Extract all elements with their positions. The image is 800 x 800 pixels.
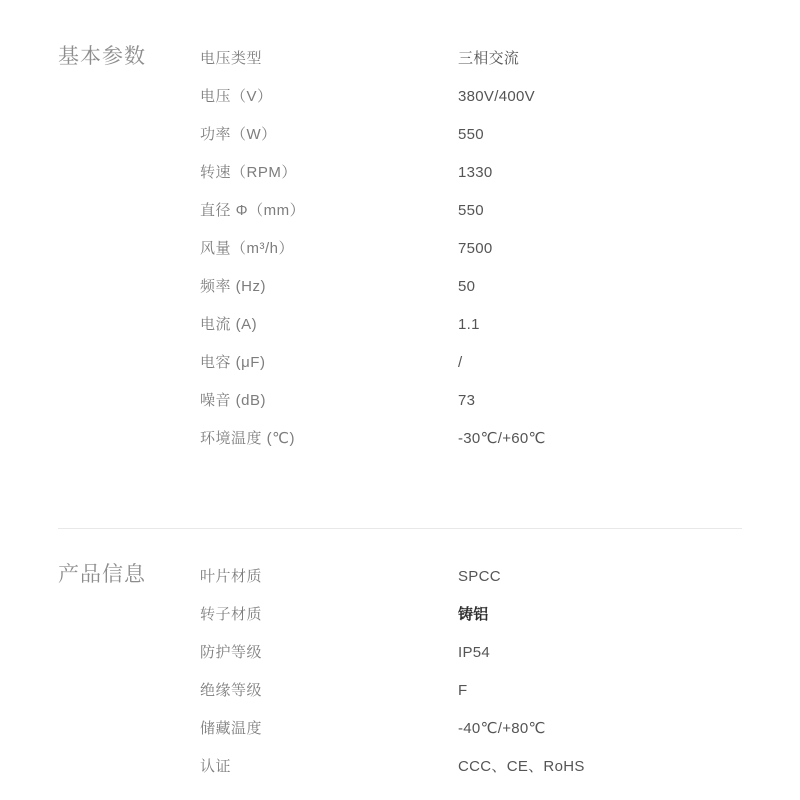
table-row	[200, 200, 800, 238]
spec-label: 绝缘等级	[200, 682, 263, 699]
table-row	[200, 238, 800, 276]
spec-value: 铸铝	[458, 606, 489, 623]
table-row	[200, 428, 800, 466]
spec-value: 50	[458, 278, 476, 295]
spec-label: 电流 (A)	[200, 316, 258, 333]
spec-value: 73	[458, 392, 476, 409]
spec-value: SPCC	[458, 568, 501, 585]
table-row	[200, 604, 800, 642]
spec-label: 转子材质	[200, 606, 263, 623]
spec-label: 电容 (μF)	[200, 354, 266, 371]
spec-label: 认证	[200, 758, 232, 775]
table-row	[200, 390, 800, 428]
table-row	[200, 162, 800, 200]
spec-value: F	[458, 682, 468, 699]
spec-value: 550	[458, 126, 484, 143]
table-row	[200, 680, 800, 718]
table-row	[200, 276, 800, 314]
table-row	[200, 352, 800, 390]
spec-label: 频率 (Hz)	[200, 278, 266, 295]
spec-value: 1.1	[458, 316, 480, 333]
spec-value: 380V/400V	[458, 88, 535, 105]
spec-label: 电压（V）	[200, 88, 273, 105]
spec-value: CCC、CE、RoHS	[458, 758, 585, 775]
spec-value: -30℃/+60℃	[458, 430, 546, 447]
section-title-product-information: 产品信息	[58, 563, 146, 586]
spec-label: 储藏温度	[200, 720, 263, 737]
table-row	[200, 642, 800, 680]
spec-value: 三相交流	[458, 50, 520, 67]
section-divider	[58, 528, 742, 529]
spec-table-basic-parameters	[200, 48, 800, 466]
spec-label: 叶片材质	[200, 568, 263, 585]
spec-value: IP54	[458, 644, 491, 661]
spec-label: 环境温度 (℃)	[200, 430, 296, 447]
table-row	[200, 48, 800, 86]
spec-label: 噪音 (dB)	[200, 392, 267, 409]
spec-value: 1330	[458, 164, 493, 181]
spec-label: 功率（W）	[200, 126, 277, 143]
spec-label: 直径 Φ（mm）	[200, 202, 306, 219]
table-row	[200, 718, 800, 756]
table-row	[200, 124, 800, 162]
spec-value: /	[458, 354, 463, 371]
spec-label: 防护等级	[200, 644, 263, 661]
spec-label: 风量（m³/h）	[200, 240, 295, 257]
table-row	[200, 86, 800, 124]
spec-table-product-information	[200, 566, 800, 794]
spec-label: 电压类型	[200, 50, 263, 67]
spec-value: 7500	[458, 240, 493, 257]
section-title-basic-parameters: 基本参数	[58, 45, 146, 68]
table-row	[200, 566, 800, 604]
table-row	[200, 314, 800, 352]
spec-value: 550	[458, 202, 484, 219]
spec-label: 转速（RPM）	[200, 164, 297, 181]
table-row	[200, 756, 800, 794]
spec-value: -40℃/+80℃	[458, 720, 546, 737]
section-product-information	[0, 562, 800, 794]
